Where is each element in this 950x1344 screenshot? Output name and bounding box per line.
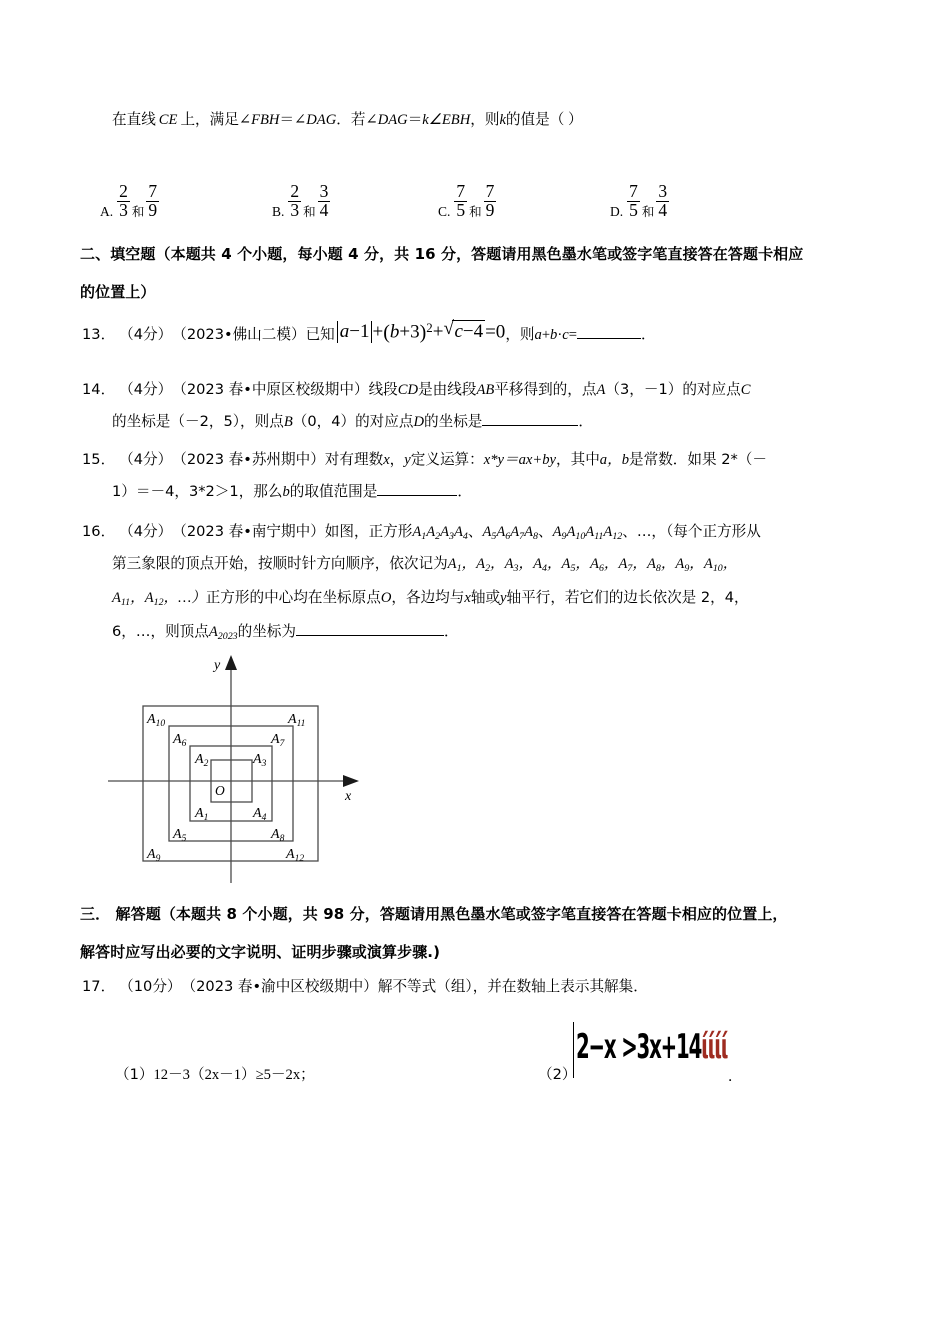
q12-stem-mid: 上，满足∠	[180, 112, 252, 128]
q16-vertex-list-1: $A_1$，$A_2$，$A_3$，$A_4$，$A_5$，$A_6$，$A_7$，$A_8$，$A_9$，$A_{10}$，	[447, 556, 738, 574]
q13-tail-b: b	[550, 327, 558, 344]
q15-period: ．	[457, 483, 472, 500]
option-c[interactable]	[438, 183, 497, 220]
q16-l3a: 正方形的中心均在坐标原点	[205, 589, 381, 606]
q13-tail-dot: ·	[557, 327, 563, 344]
nested-squares-diagram	[100, 655, 380, 895]
q14-source: （2023 春•中原区校级期中）	[172, 381, 369, 398]
figure-label-A9: $A_9$	[147, 847, 161, 864]
option-c-fraction-1: $\frac{7}{5}$	[456, 181, 466, 220]
question-12-stem	[112, 108, 583, 129]
q12-k2: k	[499, 112, 506, 128]
x-axis-arrow	[343, 775, 359, 787]
q16-l3d: 轴平行，若它们的边长依次是 2，4，	[506, 589, 749, 606]
question-17-part-1	[115, 1063, 315, 1084]
q16-origin: O	[380, 590, 392, 606]
q14-l1b: 是由线段	[418, 381, 477, 398]
option-b-fraction-2: $\frac{3}{4}$	[319, 181, 329, 220]
q16-square-3: $A_9A_{10}A_{11}A_{12}$	[552, 524, 623, 542]
option-d-fraction-1: $\frac{7}{5}$	[629, 181, 638, 220]
q14-l1c: 平移得到的，点	[494, 381, 597, 398]
q15-source: （2023 春•苏州期中）	[172, 451, 325, 468]
q13-score: （4分）	[119, 326, 173, 344]
q15-l1b: ，	[389, 451, 405, 468]
q14-l1d: （3，－1）的对应点	[605, 381, 741, 398]
section-2-header-line2: 的位置上）	[80, 283, 156, 301]
question-17-stem	[82, 975, 648, 996]
q14-cd: CD	[397, 382, 419, 398]
figure-label-A11: $A_{11}$	[288, 712, 306, 729]
option-c-conj: 和	[469, 203, 482, 219]
figure-label-A7: $A_7$	[271, 732, 285, 749]
option-d-conj: 和	[641, 203, 655, 219]
q17-part2-expression-black: 2−x >3x+14	[576, 1027, 702, 1067]
figure-label-A4: $A_4$	[253, 806, 267, 823]
q13-number: 13．	[82, 326, 116, 344]
figure-origin-label: O	[215, 783, 225, 798]
q17-stem-text: 解不等式（组），并在数轴上表示其解集．	[377, 978, 648, 995]
q13-tail-eq: =	[568, 327, 577, 344]
option-a[interactable]	[100, 183, 160, 220]
q17-part2-expression	[576, 1027, 728, 1067]
q16-l3b: ，各边均与	[391, 589, 465, 606]
q15-consts: a，b	[599, 452, 629, 468]
section-2-header-line1: 二、填空题（本题共 4 个小题，每小题 4 分，共 16 分，答题请用黑色墨水笔或签字笔直接答在答题卡相应	[80, 245, 804, 263]
question-16-line4	[112, 620, 459, 642]
question-16-figure	[100, 655, 380, 895]
q15-l1c: 定义运算：	[410, 451, 484, 468]
figure-label-A3: $A_3$	[253, 752, 267, 769]
q13-sqrt	[443, 320, 485, 343]
q17-part1-expression: 12－3（2x－1）≥5－2x；	[153, 1067, 315, 1083]
q17-part2-expression-artifact: ίίίί	[701, 1027, 728, 1067]
q16-square-1: $A_1A_2A_3A_4$	[412, 524, 468, 542]
radical-icon: √	[443, 318, 454, 340]
q14-pointB: B	[283, 414, 293, 430]
q13-period: ．	[640, 326, 656, 344]
q13-source: （2023•佛山二模）	[172, 326, 306, 344]
q13-tail-c: c	[562, 327, 569, 344]
q16-axis-y: y	[500, 590, 507, 606]
q13-radicand: c−4	[454, 321, 484, 343]
q12-eq2: ＝	[407, 112, 423, 128]
q13-equation: $a-1 +(b+3)^2+$ √ c−4 =0	[337, 320, 506, 344]
q14-answer-blank[interactable]	[482, 425, 578, 426]
q15-answer-blank[interactable]	[377, 495, 457, 496]
q17-part1-label: （1）	[115, 1066, 154, 1083]
q13-tail-a: a	[534, 327, 542, 344]
q12-stem-end: 的值是（ ）	[505, 112, 583, 128]
option-d[interactable]	[610, 183, 670, 220]
section-3-header-line2: 解答时应写出必要的文字说明、证明步骤或演算步骤.)	[80, 943, 441, 961]
option-b-conj: 和	[303, 203, 316, 219]
question-15-line1	[82, 448, 767, 469]
q16-axis-x: x	[464, 590, 471, 606]
q15-l2c: 的取值范围是	[289, 483, 378, 500]
q16-l3c: 轴或	[470, 589, 501, 606]
option-b-label: B.	[272, 203, 285, 219]
q13-answer-blank[interactable]	[577, 338, 641, 339]
q14-l1a: 线段	[368, 381, 398, 398]
q12-ebh: ∠EBH	[428, 112, 471, 128]
figure-y-label: y	[214, 658, 221, 673]
q17-part2-period: ．	[728, 1070, 742, 1085]
q17-part2-brace	[573, 1022, 574, 1078]
option-d-fraction-2: $\frac{3}{4}$	[658, 181, 668, 220]
q14-pointD: D	[413, 414, 425, 430]
q15-var-y: y	[404, 452, 411, 468]
q13-lead: 已知	[305, 326, 335, 344]
question-13	[82, 318, 656, 346]
figure-label-A5: $A_5$	[173, 827, 187, 844]
q13-then: ，则	[505, 326, 535, 344]
q14-l2b: （0，4）的对应点	[292, 413, 414, 430]
question-15-line2	[112, 480, 472, 501]
q16-l1b: 、	[467, 523, 483, 540]
figure-label-A10: $A_{10}$	[147, 712, 166, 729]
q12-stem-prefix: 在直线	[112, 112, 156, 128]
q15-l1d: ，其中	[556, 451, 600, 468]
q15-number: 15．	[82, 451, 116, 468]
q15-l2a: 1）＝－4，3*2＞1，那么	[112, 483, 283, 500]
option-a-label: A.	[100, 203, 114, 219]
option-d-label: D.	[610, 203, 624, 219]
figure-label-A12: $A_{12}$	[286, 847, 305, 864]
question-16-line2	[112, 552, 737, 574]
option-c-label: C.	[438, 203, 451, 219]
q17-part2-label: （2）	[538, 1066, 577, 1083]
y-axis-arrow	[225, 655, 237, 670]
q12-dot: ．若∠	[336, 112, 378, 128]
q15-score: （4分）	[119, 451, 173, 468]
q13-paren-open: (	[383, 321, 390, 344]
q16-answer-blank[interactable]	[296, 635, 444, 636]
q14-pointA: A	[596, 382, 606, 398]
question-16-line3	[112, 586, 749, 608]
question-16-line1	[82, 520, 761, 542]
q14-ab: AB	[476, 382, 495, 398]
q15-l1a: 对有理数	[324, 451, 384, 468]
q16-period: ．	[443, 623, 459, 640]
q13-abs-term: a−1	[337, 321, 373, 343]
q16-vertex-list-2: $A_{11}$，$A_{12}$，…）	[112, 590, 206, 608]
q14-pointC: C	[740, 382, 751, 398]
q12-k: k	[422, 112, 429, 128]
q14-l2a: 的坐标是（－2，5），则点	[112, 413, 284, 430]
q16-l4b: 的坐标为	[237, 623, 296, 640]
q16-score: （4分）	[119, 523, 173, 540]
option-c-fraction-2: $\frac{7}{9}$	[485, 181, 495, 220]
q12-fbh: FBH	[251, 112, 280, 128]
q15-var-x: x	[383, 452, 390, 468]
figure-label-A2: $A_2$	[195, 752, 209, 769]
q16-l4a: 6，…，则顶点	[112, 623, 209, 640]
q15-definition: x*y＝ax+by	[483, 452, 556, 468]
q14-score: （4分）	[119, 381, 173, 398]
option-a-fraction-1: $\frac{2}{3}$	[119, 181, 128, 220]
option-a-fraction-2: $\frac{7}{9}$	[148, 181, 158, 220]
q16-l1d: 、…，（每个正方形从	[622, 523, 761, 540]
figure-label-A8: $A_8$	[271, 827, 285, 844]
question-14-line1	[82, 378, 750, 399]
figure-x-label: x	[345, 789, 352, 804]
q15-var-b: b	[282, 484, 290, 500]
option-b-fraction-1: $\frac{2}{3}$	[290, 181, 300, 220]
q16-target-vertex: $A_{2023}$	[208, 624, 238, 642]
option-a-conj: 和	[131, 203, 145, 219]
q16-source: （2023 春•南宁期中）	[172, 523, 325, 540]
q12-eq1: ＝∠	[279, 112, 307, 128]
q13-paren-close: )	[419, 321, 427, 344]
q16-number: 16．	[82, 523, 116, 540]
option-b[interactable]	[272, 183, 331, 220]
q14-number: 14．	[82, 381, 116, 398]
question-17-part-2-label	[538, 1063, 576, 1084]
q12-stem-suffix: ，则	[470, 112, 500, 128]
q15-l1e: 是常数．如果 2*（－	[629, 451, 767, 468]
q17-source: （2023 春•渝中区校级期中）	[181, 978, 378, 995]
q17-score: （10分）	[119, 978, 182, 995]
q16-square-2: $A_5A_6A_7A_8$	[482, 524, 538, 542]
q12-ce: CE	[158, 112, 178, 128]
q16-l1a: 如图，正方形	[324, 523, 413, 540]
q14-period: ．	[578, 413, 594, 430]
q12-dag2: DAG	[377, 112, 408, 128]
question-14-line2	[112, 410, 593, 431]
figure-label-A6: $A_6$	[173, 732, 187, 749]
q16-l2a: 第三象限的顶点开始，按顺时针方向顺序，依次记为	[112, 555, 448, 572]
q12-dag: DAG	[306, 112, 337, 128]
q17-number: 17．	[82, 978, 116, 995]
q16-l1c: 、	[537, 523, 553, 540]
q13-tail-plus: +	[541, 327, 551, 344]
q14-l2c: 的坐标是	[424, 413, 483, 430]
section-3-header-line1: 三． 解答题（本题共 8 个小题，共 98 分，答题请用黑色墨水笔或签字笔直接答在答题卡相应的位置上，	[80, 905, 788, 923]
figure-label-A1: $A_1$	[195, 806, 209, 823]
